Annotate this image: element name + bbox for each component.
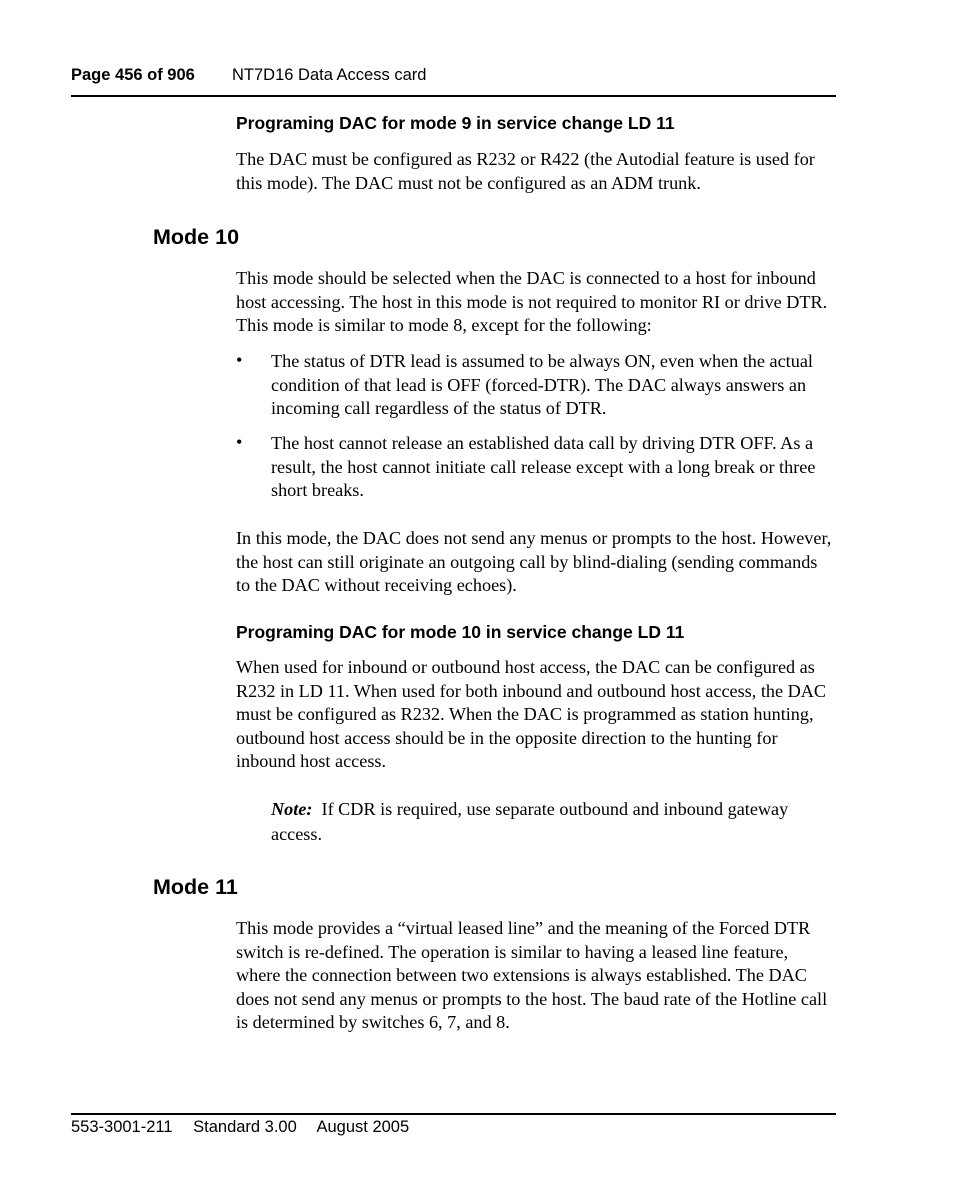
note-label: Note: — [271, 799, 313, 819]
mode11-paragraph: This mode provides a “virtual leased line” and the meaning of the Forced DTR switch is re-defined. The operation is similar to having a leased line feature, where the connection between two extensions is always established. The DAC does not send any menus or prompts to the host. The baud rate of the Hotline call is determined by switches 6, 7, and 8. — [236, 918, 828, 1032]
bullet-item: The host cannot release an established data call by driving DTR OFF. As a result, the host cannot initiate call release except with a long break or three short breaks. — [271, 433, 816, 500]
mode10-intro-paragraph: This mode should be selected when the DAC is connected to a host for inbound host accessing. The host in this mode is not required to monitor RI or drive DTR. This mode is similar to mode 8, except for the following: — [236, 268, 828, 335]
bullet-marker: • — [236, 432, 243, 452]
page-number: Page 456 of 906 — [71, 66, 195, 84]
bullet-marker: • — [236, 350, 243, 370]
page-footer — [71, 1118, 425, 1137]
note — [271, 797, 836, 846]
footer-doc-number: 553-3001-211 — [71, 1118, 173, 1136]
bullet-item: The status of DTR lead is assumed to be always ON, even when the actual condition of that lead is OFF (forced-DTR). The DAC always answers an incoming call regardless of the status of DTR. — [271, 351, 813, 418]
mode9-programming-paragraph: The DAC must be configured as R232 or R422 (the Autodial feature is used for this mode). The DAC must not be configured as an ADM trunk. — [236, 149, 815, 193]
mode10-programming-heading: Programing DAC for mode 10 in service change LD 11 — [236, 622, 685, 642]
footer-date: August 2005 — [316, 1118, 410, 1136]
header-rule — [71, 95, 836, 97]
document-title: NT7D16 Data Access card — [232, 66, 427, 84]
mode10-programming-paragraph: When used for inbound or outbound host access, the DAC can be configured as R232 in LD 11. When used for both inbound and outbound host access, the DAC must be configured as R232. When the DAC is programmed as station hunting, outbound host access should be in the opposite direction to the hunting for inbound host access. — [236, 657, 827, 771]
mode10-heading: Mode 10 — [153, 225, 240, 249]
mode10-paragraph: In this mode, the DAC does not send any menus or prompts to the host. However, the host can still originate an outgoing call by blind-dialing (sending commands to the DAC without receiving echoes). — [236, 528, 832, 595]
footer-standard: Standard 3.00 — [193, 1118, 297, 1136]
page-header — [71, 66, 427, 85]
mode11-heading: Mode 11 — [153, 875, 238, 899]
footer-rule — [71, 1113, 836, 1115]
mode9-programming-heading: Programing DAC for mode 9 in service change LD 11 — [236, 113, 675, 133]
note-text: If CDR is required, use separate outbound and inbound gateway access. — [271, 799, 789, 844]
